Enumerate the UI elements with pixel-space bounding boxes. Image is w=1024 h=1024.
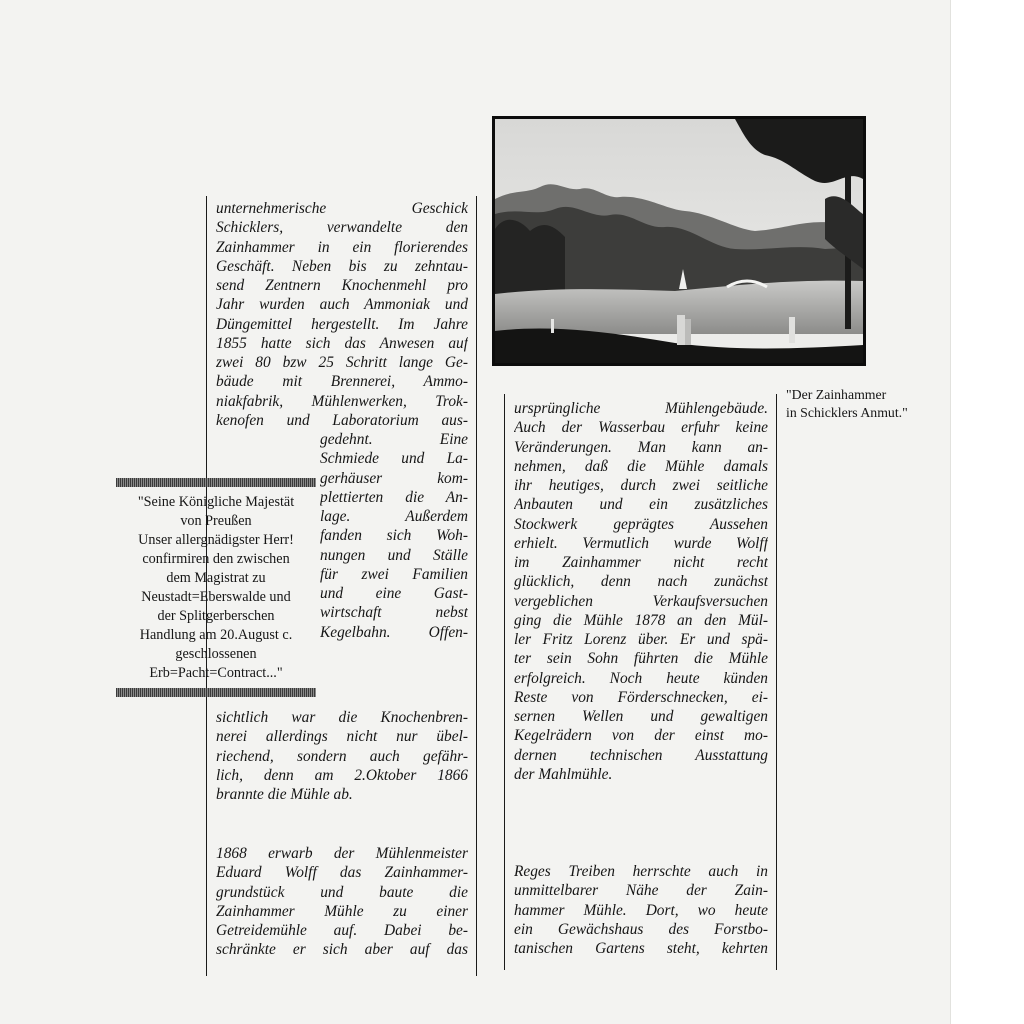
body-text-line: send Zentnern Knochenmehl pro [216, 277, 468, 294]
body-text-line: ter sein Sohn führten die Mühle [514, 650, 768, 668]
pull-quote-line: dem Magistrat zu [166, 570, 266, 586]
body-text-line: schränkte er sich aber auf das [216, 941, 468, 959]
left-column-wrap [320, 430, 468, 642]
body-text-line: Geschäft. Neben bis zu zehntau- [216, 257, 468, 275]
body-text-line: und eine Gast- [320, 585, 468, 602]
body-text-line: ihr heutiges, durch zwei seitliche [514, 477, 768, 494]
body-text-line: grundstück und baute die [216, 883, 468, 901]
body-text-line: gerhäuser kom- [320, 469, 468, 487]
body-text-line: ursprüngliche Mühlengebäude. [514, 400, 768, 417]
body-text-line: ein Gewächshaus des Forstbo- [514, 920, 768, 938]
body-text-line: im Zainhammer nicht recht [514, 554, 768, 571]
body-text-line: kenofen und Laboratorium aus- [216, 411, 468, 429]
body-text-line: sichtlich war die Knochenbren- [216, 709, 468, 726]
body-text-line: Veränderungen. Man kann an- [514, 438, 768, 456]
body-text-line: niakfabrik, Mühlenwerken, Trok- [216, 392, 468, 410]
pull-quote-line: "Seine Königliche Majestät [137, 494, 295, 510]
pull-quote-line: Neustadt=Eberswalde und [141, 589, 291, 605]
right-column-paragraph-1 [514, 399, 768, 784]
left-column-bottom [216, 708, 468, 804]
pull-quote-bottom-bar [116, 688, 316, 697]
body-text-line: nungen und Ställe [320, 546, 468, 564]
page-edge [950, 0, 1024, 1024]
body-text-line: sernen Wellen und gewaltigen [514, 708, 768, 725]
park-pond-image [495, 119, 863, 363]
body-text-line: 1855 hatte sich das Anwesen auf [216, 334, 468, 352]
body-text-line: fanden sich Woh- [320, 527, 468, 545]
body-text-line: gedehnt. Eine [320, 431, 468, 448]
body-text-line: brannte die Mühle ab. [216, 786, 353, 803]
body-text-line: Kegelbahn. Offen- [320, 623, 468, 641]
body-text-line: Schicklers, verwandelte den [216, 219, 468, 237]
right-column-rule-left [504, 394, 505, 970]
body-text-line: Reste von Förderschnecken, ei- [514, 688, 768, 706]
body-text-line: Schmiede und La- [320, 450, 468, 468]
body-text-line: nehmen, daß die Mühle damals [514, 457, 768, 475]
pull-quote-top-bar [116, 478, 316, 487]
caption-line: "Der Zainhammer [786, 387, 887, 402]
body-text-line: dernen technischen Ausstattung [514, 746, 768, 764]
body-text-line: unternehmerische Geschick [216, 200, 468, 217]
body-text-line: lich, denn am 2.Oktober 1866 [216, 766, 468, 784]
body-text-line: zwei 80 bzw 25 Schritt lange Ge- [216, 354, 468, 371]
body-text-line: Anbauten und ein zusätzliches [514, 496, 768, 514]
body-text-line: glücklich, denn nach zunächst [514, 573, 768, 591]
body-text-line: lage. Außerdem [320, 508, 468, 525]
body-text-line: für zwei Familien [320, 565, 468, 583]
body-text-line: bäude mit Brennerei, Ammo- [216, 373, 468, 391]
body-text-line: riechend, sondern auch gefähr- [216, 747, 468, 765]
body-text-line: Reges Treiben herrschte auch in [514, 863, 768, 880]
body-text-line: vergeblichen Verkaufsversuchen [514, 592, 768, 610]
body-text-line: Kegelrädern von der einst mo- [514, 727, 768, 745]
body-text-line: ler Fritz Lorenz über. Er und spä- [514, 631, 768, 648]
body-text-line: tanischen Gartens steht, kehrten [514, 940, 768, 957]
photo-caption [786, 386, 946, 422]
body-text-line: Jahr wurden auch Ammoniak und [216, 296, 468, 314]
pull-quote [116, 478, 316, 697]
right-column-paragraph-2 [514, 862, 768, 958]
pull-quote-text [116, 487, 316, 688]
body-text-line: Getreidemühle auf. Dabei be- [216, 922, 468, 939]
pull-quote-line: Unser allergnädigster Herr! [138, 532, 294, 548]
pull-quote-line: Erb=Pacht=Contract..." [149, 665, 283, 681]
body-text-line: ging die Mühle 1878 an den Mül- [514, 611, 768, 629]
body-text-line: plettierten die An- [320, 488, 468, 506]
body-text-line: Auch der Wasserbau erfuhr keine [514, 419, 768, 437]
pull-quote-line: der Splitgerberschen [157, 608, 275, 624]
pull-quote-line: von Preußen [180, 513, 252, 529]
body-text-line: nerei allerdings nicht nur übel- [216, 728, 468, 746]
body-text-line: erfolgreich. Noch heute künden [514, 669, 768, 687]
body-text-line: hammer Mühle. Dort, wo heute [514, 901, 768, 919]
body-text-line: Zainhammer Mühle zu einer [216, 902, 468, 920]
body-text-line: der Mahlmühle. [514, 765, 613, 783]
historic-photo [492, 116, 866, 366]
body-text-line: 1868 erwarb der Mühlenmeister [216, 845, 468, 862]
pull-quote-line: Handlung am 20.August c. [139, 627, 293, 643]
body-text-line: Stockwerk geprägtes Aussehen [514, 515, 768, 533]
right-column-rule-right [776, 394, 777, 970]
body-text-line: unmittelbarer Nähe der Zain- [514, 882, 768, 900]
pull-quote-line: geschlossenen [175, 646, 257, 662]
caption-line: in Schicklers Anmut." [786, 405, 908, 420]
body-text-line: Zainhammer in ein florierendes [216, 238, 468, 256]
body-text-line: Eduard Wolff das Zainhammer- [216, 864, 468, 882]
left-column-top [216, 199, 468, 430]
left-column-paragraph-2 [216, 844, 468, 960]
body-text-line: Düngemittel hergestellt. Im Jahre [216, 315, 468, 333]
left-column-rule-right [476, 196, 477, 976]
body-text-line: wirtschaft nebst [320, 604, 468, 622]
pull-quote-line: confirmiren den zwischen [142, 551, 290, 567]
body-text-line: erhielt. Vermutlich wurde Wolff [514, 534, 768, 552]
